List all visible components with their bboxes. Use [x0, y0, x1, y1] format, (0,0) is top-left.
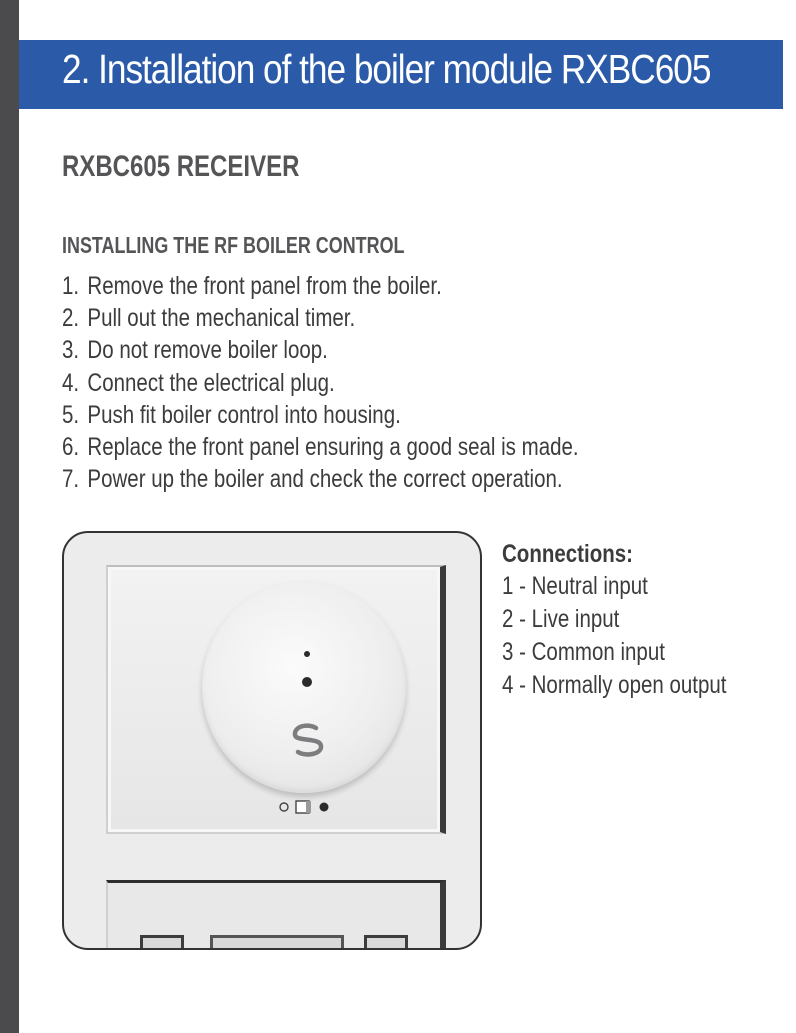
installation-step — [62, 367, 579, 399]
step-number: 1. — [62, 272, 80, 300]
installation-steps-list — [62, 270, 579, 495]
connections-list — [502, 570, 726, 702]
step-number: 7. — [62, 465, 80, 494]
status-led-small — [304, 651, 310, 657]
connection-item: 2 - Live input — [502, 605, 620, 633]
step-text: Connect the electrical plug. — [87, 368, 335, 397]
installation-step — [62, 431, 579, 463]
receiver-dial — [202, 581, 406, 793]
step-number: 4. — [62, 368, 80, 397]
installation-step — [62, 463, 579, 495]
circle-square-dot-icon — [276, 799, 340, 815]
connections-heading: Connections: — [502, 540, 633, 568]
step-number: 6. — [62, 433, 80, 462]
connection-item: 3 - Common input — [502, 638, 665, 666]
left-margin-bar — [0, 0, 19, 1033]
lower-module-button-left — [140, 935, 184, 950]
chapter-title: 2. Installation of the boiler module RXBC605 — [62, 46, 711, 92]
connection-item: 4 - Normally open output — [502, 671, 727, 699]
installation-step — [62, 334, 579, 366]
lower-module-display-slot — [210, 935, 344, 950]
step-number: 5. — [62, 400, 80, 429]
connection-item: 1 - Neutral input — [502, 572, 648, 600]
step-text: Pull out the mechanical timer. — [87, 304, 356, 333]
installation-step — [62, 399, 579, 431]
step-text: Remove the front panel from the boiler. — [87, 272, 442, 300]
installation-step — [62, 270, 579, 302]
connections-block — [502, 538, 726, 702]
s-swirl-logo-icon — [286, 721, 330, 759]
step-number: 2. — [62, 304, 80, 333]
lower-module-plate — [106, 880, 446, 950]
step-text: Replace the front panel ensuring a good seal is made. — [87, 433, 579, 462]
step-number: 3. — [62, 336, 80, 365]
installation-step — [62, 302, 579, 334]
installation-steps-heading: INSTALLING THE RF BOILER CONTROL — [62, 232, 405, 258]
lower-module-button-right — [364, 935, 408, 950]
section-title: RXBC605 RECEIVER — [62, 150, 300, 183]
step-text: Push fit boiler control into housing. — [87, 400, 401, 429]
step-text: Power up the boiler and check the correct operation. — [87, 465, 563, 494]
status-led-large — [302, 677, 312, 687]
boiler-control-photo — [62, 531, 482, 950]
step-text: Do not remove boiler loop. — [87, 336, 328, 365]
